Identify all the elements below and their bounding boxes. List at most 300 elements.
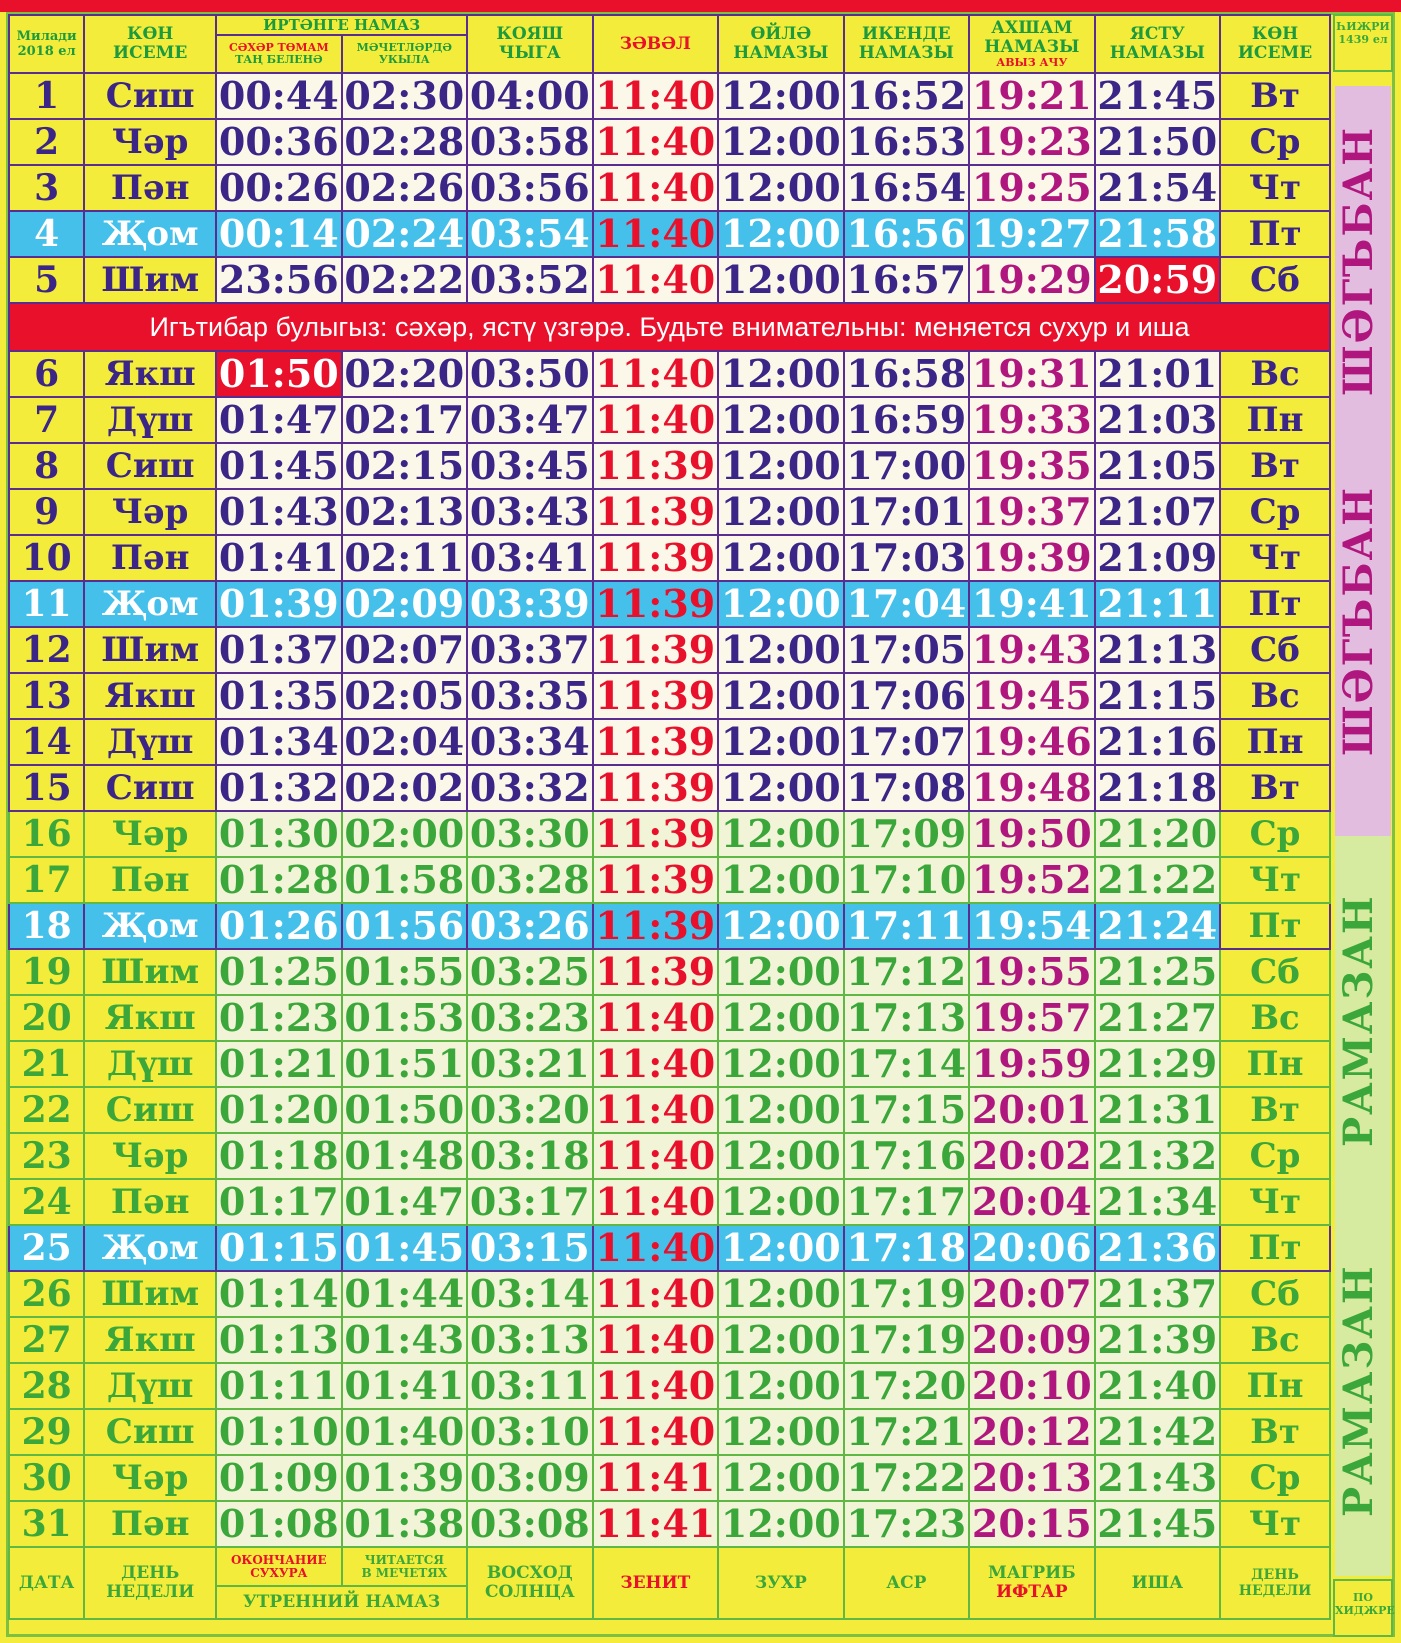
day-name-cell: Якш	[84, 673, 216, 719]
weekday-abbr-cell: Сб	[1220, 1271, 1330, 1317]
zuhr-cell: 12:00	[718, 165, 844, 211]
maghrib-cell: 19:23	[969, 119, 1095, 165]
isha-cell: 21:27	[1095, 995, 1221, 1041]
day-name-cell: Чәр	[84, 1133, 216, 1179]
table-row	[9, 949, 1330, 995]
date-cell: 1	[9, 73, 84, 119]
zuhr-cell: 12:00	[718, 1087, 844, 1133]
sunrise-cell: 03:45	[467, 443, 593, 489]
zenith-cell: 11:40	[593, 397, 719, 443]
header-sunrise: КОЯШ ЧЫГА	[467, 15, 593, 73]
mosque-time-cell: 02:00	[342, 811, 468, 857]
zuhr-cell: 12:00	[718, 351, 844, 397]
weekday-abbr-cell: Чт	[1220, 1179, 1330, 1225]
zuhr-cell: 12:00	[718, 211, 844, 257]
table-row	[9, 535, 1330, 581]
hijri-header: ҺИҖРИ 1439 ел	[1333, 14, 1393, 72]
zuhr-cell: 12:00	[718, 1501, 844, 1547]
zuhr-cell: 12:00	[718, 257, 844, 303]
table-row	[9, 903, 1330, 949]
asr-cell: 16:57	[844, 257, 970, 303]
mosque-time-cell: 01:51	[342, 1041, 468, 1087]
zuhr-cell: 12:00	[718, 1225, 844, 1271]
table-row	[9, 1455, 1330, 1501]
day-name-cell: Пән	[84, 165, 216, 211]
asr-cell: 17:04	[844, 581, 970, 627]
zuhr-cell: 12:00	[718, 581, 844, 627]
day-name-cell: Шим	[84, 627, 216, 673]
header-night-prayer: ЯСТУ НАМАЗЫ	[1095, 15, 1221, 73]
isha-cell: 21:54	[1095, 165, 1221, 211]
zenith-cell: 11:40	[593, 1041, 719, 1087]
weekday-abbr-cell: Вт	[1220, 1087, 1330, 1133]
zuhr-cell: 12:00	[718, 443, 844, 489]
table-row	[9, 1041, 1330, 1087]
top-red-strip	[0, 0, 1401, 12]
zenith-cell: 11:39	[593, 443, 719, 489]
date-cell: 8	[9, 443, 84, 489]
weekday-abbr-cell: Сб	[1220, 949, 1330, 995]
weekday-abbr-cell: Чт	[1220, 535, 1330, 581]
date-cell: 19	[9, 949, 84, 995]
date-cell: 4	[9, 211, 84, 257]
table-row	[9, 1179, 1330, 1225]
suhur-end-cell: 01:14	[216, 1271, 342, 1317]
table-row	[9, 73, 1330, 119]
maghrib-cell: 19:31	[969, 351, 1095, 397]
zuhr-cell: 12:00	[718, 73, 844, 119]
header-day-name: КӨН ИСЕМЕ	[84, 15, 216, 73]
sunrise-cell: 03:18	[467, 1133, 593, 1179]
isha-cell: 21:13	[1095, 627, 1221, 673]
asr-cell: 17:07	[844, 719, 970, 765]
weekday-abbr-cell: Пт	[1220, 1225, 1330, 1271]
footer-morning-prayer: УТРЕННИЙ НАМАЗ	[216, 1586, 467, 1619]
zenith-cell: 11:40	[593, 165, 719, 211]
date-cell: 12	[9, 627, 84, 673]
suhur-end-cell: 01:26	[216, 903, 342, 949]
zenith-cell: 11:40	[593, 119, 719, 165]
maghrib-cell: 19:52	[969, 857, 1095, 903]
footer-maghrib: МАГРИБ ИФТАР	[969, 1547, 1095, 1619]
change-notice: Игътибар булыгыз: сәхәр, ястү үзгәрә. Будьте внимательны: меняется сухур и иша	[9, 303, 1330, 351]
sunrise-cell: 03:52	[467, 257, 593, 303]
zenith-cell: 11:40	[593, 1409, 719, 1455]
footer-weekday: ДЕНЬ НЕДЕЛИ	[84, 1547, 216, 1619]
maghrib-cell: 19:48	[969, 765, 1095, 811]
zenith-cell: 11:41	[593, 1455, 719, 1501]
day-name-cell: Җом	[84, 581, 216, 627]
weekday-abbr-cell: Ср	[1220, 1455, 1330, 1501]
suhur-end-cell: 01:25	[216, 949, 342, 995]
date-cell: 17	[9, 857, 84, 903]
date-cell: 26	[9, 1271, 84, 1317]
sunrise-cell: 03:30	[467, 811, 593, 857]
isha-cell: 21:32	[1095, 1133, 1221, 1179]
mosque-time-cell: 01:44	[342, 1271, 468, 1317]
maghrib-cell: 19:54	[969, 903, 1095, 949]
suhur-end-cell: 01:30	[216, 811, 342, 857]
zenith-cell: 11:39	[593, 765, 719, 811]
date-cell: 14	[9, 719, 84, 765]
isha-cell: 21:24	[1095, 903, 1221, 949]
header-morning-prayer: ИРТӘНГЕ НАМАЗ	[216, 15, 467, 35]
mosque-time-cell: 01:50	[342, 1087, 468, 1133]
suhur-end-cell: 01:34	[216, 719, 342, 765]
table-row	[9, 1363, 1330, 1409]
asr-cell: 16:52	[844, 73, 970, 119]
suhur-end-cell: 23:56	[216, 257, 342, 303]
asr-cell: 16:53	[844, 119, 970, 165]
prayer-timetable	[8, 14, 1331, 1620]
sunrise-cell: 03:28	[467, 857, 593, 903]
sunrise-cell: 03:10	[467, 1409, 593, 1455]
isha-cell: 21:11	[1095, 581, 1221, 627]
suhur-end-cell: 01:35	[216, 673, 342, 719]
maghrib-cell: 20:06	[969, 1225, 1095, 1271]
mosque-time-cell: 01:47	[342, 1179, 468, 1225]
suhur-end-cell: 01:32	[216, 765, 342, 811]
zuhr-cell: 12:00	[718, 627, 844, 673]
zuhr-cell: 12:00	[718, 995, 844, 1041]
date-cell: 30	[9, 1455, 84, 1501]
zenith-cell: 11:39	[593, 719, 719, 765]
suhur-end-cell: 01:43	[216, 489, 342, 535]
asr-cell: 17:17	[844, 1179, 970, 1225]
asr-cell: 16:54	[844, 165, 970, 211]
suhur-end-cell: 01:47	[216, 397, 342, 443]
mosque-time-cell: 02:24	[342, 211, 468, 257]
asr-cell: 17:21	[844, 1409, 970, 1455]
date-cell: 27	[9, 1317, 84, 1363]
zenith-cell: 11:39	[593, 627, 719, 673]
asr-cell: 17:06	[844, 673, 970, 719]
maghrib-cell: 20:01	[969, 1087, 1095, 1133]
hijri-footer: ПО ХИДЖРЕ	[1333, 1579, 1393, 1637]
footer-date: ДАТА	[9, 1547, 84, 1619]
maghrib-cell: 20:02	[969, 1133, 1095, 1179]
date-cell: 3	[9, 165, 84, 211]
isha-cell: 21:58	[1095, 211, 1221, 257]
date-cell: 16	[9, 811, 84, 857]
footer-sunrise: ВОСХОД СОЛНЦА	[467, 1547, 593, 1619]
zuhr-cell: 12:00	[718, 903, 844, 949]
suhur-end-cell: 01:23	[216, 995, 342, 1041]
sunrise-cell: 03:37	[467, 627, 593, 673]
table-row	[9, 627, 1330, 673]
isha-cell: 21:15	[1095, 673, 1221, 719]
zuhr-cell: 12:00	[718, 1271, 844, 1317]
table-row	[9, 1225, 1330, 1271]
zuhr-cell: 12:00	[718, 1133, 844, 1179]
maghrib-cell: 19:37	[969, 489, 1095, 535]
asr-cell: 17:23	[844, 1501, 970, 1547]
date-cell: 21	[9, 1041, 84, 1087]
mosque-time-cell: 02:30	[342, 73, 468, 119]
suhur-end-cell: 01:41	[216, 535, 342, 581]
zuhr-cell: 12:00	[718, 719, 844, 765]
weekday-abbr-cell: Пн	[1220, 397, 1330, 443]
mosque-time-cell: 01:55	[342, 949, 468, 995]
isha-cell: 21:43	[1095, 1455, 1221, 1501]
date-cell: 11	[9, 581, 84, 627]
day-name-cell: Чәр	[84, 1455, 216, 1501]
timetable-body	[9, 73, 1330, 1547]
table-row	[9, 1409, 1330, 1455]
table-row	[9, 673, 1330, 719]
sunrise-cell: 03:11	[467, 1363, 593, 1409]
weekday-abbr-cell: Пн	[1220, 719, 1330, 765]
table-row	[9, 581, 1330, 627]
zenith-cell: 11:40	[593, 211, 719, 257]
weekday-abbr-cell: Чт	[1220, 1501, 1330, 1547]
day-name-cell: Дүш	[84, 1041, 216, 1087]
asr-cell: 17:01	[844, 489, 970, 535]
sunrise-cell: 03:14	[467, 1271, 593, 1317]
day-name-cell: Сиш	[84, 73, 216, 119]
mosque-time-cell: 02:05	[342, 673, 468, 719]
table-row	[9, 857, 1330, 903]
mosque-time-cell: 01:53	[342, 995, 468, 1041]
zenith-cell: 11:40	[593, 1225, 719, 1271]
weekday-abbr-cell: Вс	[1220, 1317, 1330, 1363]
isha-cell: 21:42	[1095, 1409, 1221, 1455]
sunrise-cell: 03:09	[467, 1455, 593, 1501]
mosque-time-cell: 02:20	[342, 351, 468, 397]
table-row	[9, 443, 1330, 489]
weekday-abbr-cell: Вс	[1220, 673, 1330, 719]
suhur-end-cell: 01:21	[216, 1041, 342, 1087]
table-row	[9, 165, 1330, 211]
sunrise-cell: 03:15	[467, 1225, 593, 1271]
sunrise-cell: 03:21	[467, 1041, 593, 1087]
table-row	[9, 719, 1330, 765]
zuhr-cell: 12:00	[718, 857, 844, 903]
sunrise-cell: 03:32	[467, 765, 593, 811]
zuhr-cell: 12:00	[718, 489, 844, 535]
table-row	[9, 1317, 1330, 1363]
date-cell: 5	[9, 257, 84, 303]
maghrib-cell: 19:59	[969, 1041, 1095, 1087]
day-name-cell: Пән	[84, 857, 216, 903]
maghrib-cell: 20:13	[969, 1455, 1095, 1501]
day-name-cell: Чәр	[84, 811, 216, 857]
zuhr-cell: 12:00	[718, 1317, 844, 1363]
day-name-cell: Чәр	[84, 489, 216, 535]
maghrib-cell: 19:33	[969, 397, 1095, 443]
isha-cell: 21:07	[1095, 489, 1221, 535]
isha-cell: 21:05	[1095, 443, 1221, 489]
ramadan-band	[1335, 836, 1391, 1576]
date-cell: 29	[9, 1409, 84, 1455]
isha-cell: 21:50	[1095, 119, 1221, 165]
mosque-time-cell: 02:28	[342, 119, 468, 165]
day-name-cell: Җом	[84, 211, 216, 257]
weekday-abbr-cell: Сб	[1220, 257, 1330, 303]
weekday-abbr-cell: Вс	[1220, 995, 1330, 1041]
mosque-time-cell: 02:09	[342, 581, 468, 627]
day-name-cell: Җом	[84, 1225, 216, 1271]
weekday-abbr-cell: Пн	[1220, 1363, 1330, 1409]
footer-zenith: ЗЕНИТ	[593, 1547, 719, 1619]
asr-cell: 17:16	[844, 1133, 970, 1179]
zuhr-cell: 12:00	[718, 535, 844, 581]
maghrib-cell: 19:39	[969, 535, 1095, 581]
zenith-cell: 11:40	[593, 995, 719, 1041]
sunrise-cell: 03:39	[467, 581, 593, 627]
day-name-cell: Якш	[84, 995, 216, 1041]
isha-cell: 21:45	[1095, 1501, 1221, 1547]
maghrib-cell: 20:09	[969, 1317, 1095, 1363]
suhur-end-cell: 01:18	[216, 1133, 342, 1179]
isha-cell: 21:37	[1095, 1271, 1221, 1317]
asr-cell: 17:14	[844, 1041, 970, 1087]
ramadan-label-lower: РАМАЗАН	[1335, 1264, 1382, 1518]
zenith-cell: 11:40	[593, 257, 719, 303]
asr-cell: 17:15	[844, 1087, 970, 1133]
asr-cell: 17:13	[844, 995, 970, 1041]
maghrib-cell: 19:45	[969, 673, 1095, 719]
table-row	[9, 211, 1330, 257]
isha-cell: 21:09	[1095, 535, 1221, 581]
hijri-side-strip	[1333, 14, 1393, 1637]
sunrise-cell: 03:26	[467, 903, 593, 949]
mosque-time-cell: 01:40	[342, 1409, 468, 1455]
mosque-time-cell: 01:41	[342, 1363, 468, 1409]
maghrib-cell: 20:07	[969, 1271, 1095, 1317]
header-suhur-end: СӘХӘР ТӨМАМ ТАҢ БЕЛЕНӘ	[216, 35, 342, 73]
suhur-end-cell: 00:36	[216, 119, 342, 165]
sunrise-cell: 03:41	[467, 535, 593, 581]
table-row	[9, 765, 1330, 811]
isha-cell: 21:36	[1095, 1225, 1221, 1271]
table-row	[9, 1133, 1330, 1179]
weekday-abbr-cell: Вт	[1220, 765, 1330, 811]
weekday-abbr-cell: Пт	[1220, 581, 1330, 627]
asr-cell: 17:05	[844, 627, 970, 673]
zuhr-cell: 12:00	[718, 1363, 844, 1409]
isha-cell: 21:40	[1095, 1363, 1221, 1409]
day-name-cell: Пән	[84, 535, 216, 581]
date-cell: 20	[9, 995, 84, 1041]
weekday-abbr-cell: Ср	[1220, 811, 1330, 857]
mosque-time-cell: 01:48	[342, 1133, 468, 1179]
sunrise-cell: 03:54	[467, 211, 593, 257]
isha-cell: 21:34	[1095, 1179, 1221, 1225]
mosque-time-cell: 02:13	[342, 489, 468, 535]
asr-cell: 16:58	[844, 351, 970, 397]
maghrib-cell: 19:21	[969, 73, 1095, 119]
asr-cell: 17:09	[844, 811, 970, 857]
zenith-cell: 11:40	[593, 1087, 719, 1133]
zenith-cell: 11:39	[593, 811, 719, 857]
table-row	[9, 257, 1330, 303]
day-name-cell: Дүш	[84, 1363, 216, 1409]
suhur-end-cell: 01:17	[216, 1179, 342, 1225]
weekday-abbr-cell: Чт	[1220, 165, 1330, 211]
suhur-end-cell: 00:26	[216, 165, 342, 211]
zenith-cell: 11:40	[593, 351, 719, 397]
asr-cell: 16:59	[844, 397, 970, 443]
zuhr-cell: 12:00	[718, 119, 844, 165]
mosque-time-cell: 01:39	[342, 1455, 468, 1501]
mosque-time-cell: 02:04	[342, 719, 468, 765]
day-name-cell: Якш	[84, 1317, 216, 1363]
suhur-end-cell: 01:08	[216, 1501, 342, 1547]
mosque-time-cell: 01:56	[342, 903, 468, 949]
mosque-time-cell: 02:26	[342, 165, 468, 211]
sunrise-cell: 04:00	[467, 73, 593, 119]
sunrise-cell: 03:08	[467, 1501, 593, 1547]
isha-cell: 21:01	[1095, 351, 1221, 397]
weekday-abbr-cell: Чт	[1220, 857, 1330, 903]
header-afternoon-prayer: ИКЕНДЕ НАМАЗЫ	[844, 15, 970, 73]
table-row	[9, 1087, 1330, 1133]
suhur-end-cell: 01:10	[216, 1409, 342, 1455]
isha-cell: 20:59	[1095, 257, 1221, 303]
asr-cell: 16:56	[844, 211, 970, 257]
asr-cell: 17:12	[844, 949, 970, 995]
zenith-cell: 11:39	[593, 673, 719, 719]
weekday-abbr-cell: Сб	[1220, 627, 1330, 673]
weekday-abbr-cell: Ср	[1220, 1133, 1330, 1179]
suhur-end-cell: 01:13	[216, 1317, 342, 1363]
notice-row	[9, 303, 1330, 351]
day-name-cell: Дүш	[84, 719, 216, 765]
header-day-name-right: КӨН ИСЕМЕ	[1220, 15, 1330, 73]
zenith-cell: 11:40	[593, 1271, 719, 1317]
day-name-cell: Сиш	[84, 765, 216, 811]
suhur-end-cell: 01:11	[216, 1363, 342, 1409]
maghrib-cell: 19:29	[969, 257, 1095, 303]
zuhr-cell: 12:00	[718, 1409, 844, 1455]
day-name-cell: Сиш	[84, 1087, 216, 1133]
day-name-cell: Шим	[84, 257, 216, 303]
date-cell: 7	[9, 397, 84, 443]
asr-cell: 17:11	[844, 903, 970, 949]
maghrib-cell: 19:43	[969, 627, 1095, 673]
asr-cell: 17:08	[844, 765, 970, 811]
maghrib-cell: 20:04	[969, 1179, 1095, 1225]
ramadan-label-upper: РАМАЗАН	[1335, 894, 1382, 1148]
date-cell: 10	[9, 535, 84, 581]
sunrise-cell: 03:23	[467, 995, 593, 1041]
date-cell: 23	[9, 1133, 84, 1179]
weekday-abbr-cell: Пт	[1220, 211, 1330, 257]
mosque-time-cell: 01:45	[342, 1225, 468, 1271]
maghrib-cell: 19:46	[969, 719, 1095, 765]
sunrise-cell: 03:13	[467, 1317, 593, 1363]
mosque-time-cell: 01:58	[342, 857, 468, 903]
date-cell: 15	[9, 765, 84, 811]
asr-cell: 17:20	[844, 1363, 970, 1409]
isha-cell: 21:25	[1095, 949, 1221, 995]
zenith-cell: 11:40	[593, 1363, 719, 1409]
zenith-cell: 11:39	[593, 903, 719, 949]
weekday-abbr-cell: Пн	[1220, 1041, 1330, 1087]
weekday-abbr-cell: Вт	[1220, 1409, 1330, 1455]
sunrise-cell: 03:34	[467, 719, 593, 765]
date-cell: 18	[9, 903, 84, 949]
sunrise-cell: 03:20	[467, 1087, 593, 1133]
asr-cell: 17:18	[844, 1225, 970, 1271]
header-noon-prayer: ӨЙЛӘ НАМАЗЫ	[718, 15, 844, 73]
table-row	[9, 1501, 1330, 1547]
shaban-label-upper: ШӘГЪБАН	[1335, 486, 1382, 756]
footer-suhur-end: ОКОНЧАНИЕ СУХУРА	[216, 1547, 342, 1586]
day-name-cell: Шим	[84, 1271, 216, 1317]
mosque-time-cell: 02:11	[342, 535, 468, 581]
